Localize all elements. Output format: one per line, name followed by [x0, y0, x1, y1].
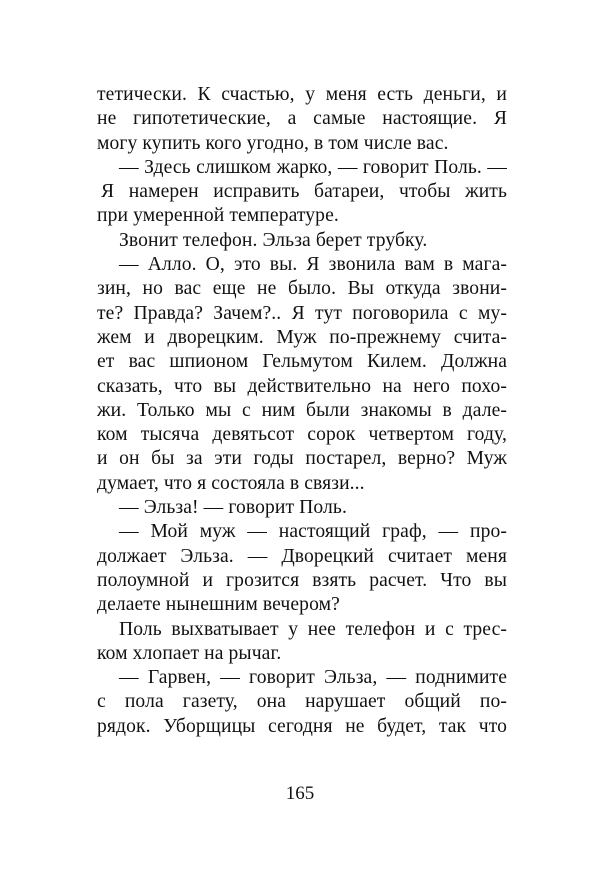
text-line: Я намерен исправить батареи, чтобы жить [101, 181, 507, 203]
text-line: тетически. К счастью, у меня есть деньги, и [97, 84, 507, 105]
text-line: ком хлопает на рычаг. [97, 642, 282, 664]
text-line: — Здесь слишком жарко, — говорит Поль. — [119, 156, 507, 178]
text-line: те? Правда? Зачем?.. Я тут поговорила с му- [97, 302, 507, 324]
text-line: и он бы за эти годы постарел, верно? Муж [97, 448, 507, 470]
text-line: полоумной и грозится взять расчет. Что вы [97, 569, 507, 591]
text-line: рядок. Уборщицы сегодня не будет, так что [97, 715, 507, 737]
text-line: Поль выхватывает у нее телефон и с трес- [119, 618, 507, 640]
text-line: при умеренной температуре. [97, 205, 339, 227]
text-line: делаете нынешним вечером? [97, 594, 340, 616]
text-line: Звонит телефон. Эльза берет трубку. [119, 229, 428, 251]
text-line: зин, но вас еще не было. Вы откуда звони- [97, 278, 507, 300]
text-line: думает, что я состояла в связи... [97, 472, 365, 494]
text-line: — Алло. О, это вы. Я звонила вам в мага- [119, 254, 507, 276]
text-line: сказать, что вы действительно на него похо- [97, 375, 507, 397]
text-line: жем и дворецким. Муж по-прежнему счита- [97, 326, 507, 348]
text-line: ет вас шпионом Гельмутом Килем. Должна [97, 351, 507, 373]
text-line: могу купить кого угодно, в том числе вас. [97, 132, 449, 154]
text-line: ком тысяча девятьсот сорок четвертом году, [97, 424, 507, 446]
text-line: должает Эльза. — Дворецкий считает меня [97, 545, 507, 567]
text-line: не гипотетические, а самые настоящие. Я [97, 108, 507, 130]
body-text [97, 83, 507, 739]
page-number: 165 [285, 783, 315, 804]
text-line: — Эльза! — говорит Поль. [119, 497, 347, 519]
text-line: — Гарвен, — говорит Эльза, — поднимите [119, 667, 507, 689]
text-line: — Мой муж — настоящий граф, — про- [119, 521, 507, 543]
text-line: жи. Только мы с ним были знакомы в дале- [97, 399, 507, 421]
text-line: с пола газету, она нарушает общий по- [97, 691, 507, 713]
